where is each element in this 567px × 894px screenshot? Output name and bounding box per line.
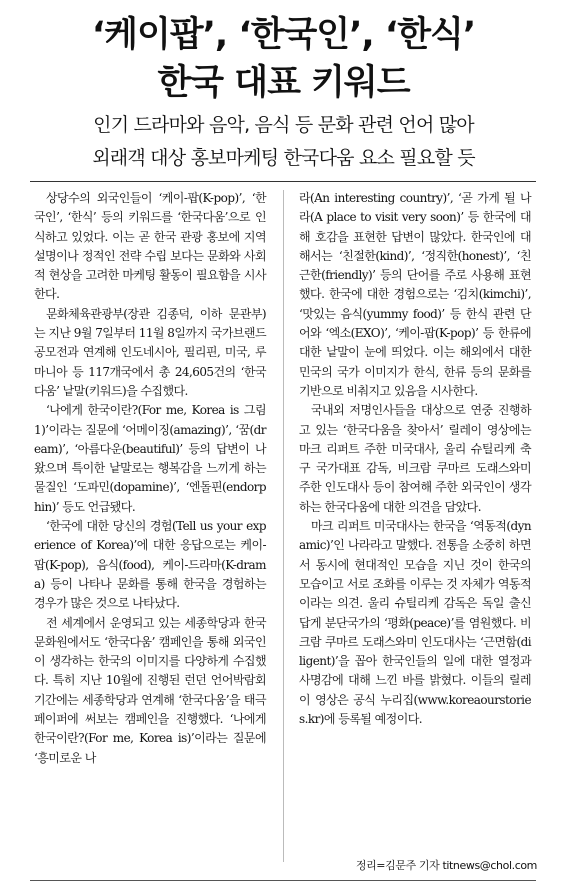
article-paragraph: 라(An interesting country)’, ‘곧 가게 될 나라(A place to visit very soon)’ 등 한국에 대해 호감을 표현한 답변이 많았다. 한국인에 대해서는 ‘친절한(kind)’, ‘정직한(honest)’, ‘친근한(friendly)’ 등의 단어를 주로 사용해 표현했다. 한국에 대한 경험으로는 ‘김치(kimchi)’, ‘맛있는 음식(yummy food)’ 등 한식 관련 단어와 ‘엑소(EXO)’, ‘케이-팝(K-pop)’ 등 한류에 대한 낱말이 눈에 띄었다. 이는 해외에서 대한민국의 국가 이미지가 한식, 한류 등의 문화를 기반으로 비춰지고 있음을 시사한다. [299, 191, 531, 398]
byline: 정리=김문주 기자 titnews@chol.com [355, 859, 537, 872]
subheadline-line-2: 외래객 대상 홍보마케팅 한국다움 요소 필요할 듯 [92, 147, 475, 169]
article-paragraph: ‘나에게 한국이란?(For me, Korea is 그림1)’이라는 질문에 ‘어메이징(amazing)’, ‘꿈(dream)’, ‘아름다운(beautiful)’ 등의 답변이 나왔으며 특이한 낱말로는 행복감을 느끼게 하는 물질인 ‘도파민(dopamine)’, ‘엔돌핀(endorphin)’ 등도 언급됐다. [34, 403, 266, 514]
headline-line-2: 한국 대표 키워드 [157, 63, 410, 103]
article-paragraph: ‘한국에 대한 당신의 경험(Tell us your experience of Korea)’에 대한 응답으로는 케이-팝(K-pop), 음식(food), 케이-드라마(K-drama) 등이 나타나 문화를 통해 한국을 경험하는 경우가 많은 것으로 나타났다. [34, 519, 266, 611]
header-divider [30, 181, 536, 182]
article-paragraph: 국내외 저명인사들을 대상으로 연중 진행하고 있는 ‘한국다움을 찾아서’ 릴레이 영상에는 마크 리퍼트 주한 미국대사, 울리 슈틸리케 축구 국가대표 감독, 비크람 쿠마르 도래스와미 주한 인도대사 등이 참여해 주한 외국인이 생각하는 한국다움에 대한 의견을 담았다. [299, 403, 531, 514]
article-column-left [34, 189, 266, 768]
article-column-right [299, 189, 531, 729]
article-paragraph: 상당수의 외국인들이 ‘케이-팝(K-pop)’, ‘한국인’, ‘한식’ 등의 키워드를 ‘한국다움’으로 인식하고 있었다. 이는 곧 한국 관광 홍보에 지역 설명이나 정적인 전략 수립 보다는 문화와 사회적 현상을 고려한 마케팅 활동이 필요함을 시사한다. [34, 191, 266, 302]
article-paragraph: 문화체육관광부(장관 김종덕, 이하 문관부)는 지난 9월 7일부터 11월 8일까지 국가브랜드 공모전과 연계해 인도네시아, 필리핀, 미국, 루마니아 등 117개국에서 총 24,605건의 ‘한국다움’ 낱말(키워드)을 수집했다. [34, 306, 266, 398]
subheadline-line-1: 인기 드라마와 음악, 음식 등 문화 관련 언어 많아 [93, 114, 474, 136]
article-paragraph: 마크 리퍼트 미국대사는 한국을 ‘역동적(dynamic)’인 나라라고 말했다. 전통을 소중히 하면서 동시에 현대적인 모습을 지닌 것이 한국의 모습이고 서로 조화를 이루는 것 자체가 역동적이라는 의견. 울리 슈틸리케 감독은 독일 출신답게 분단국가의 ‘평화(peace)’를 염원했다. 비크람 쿠마르 도래스와미 인도대사는 ‘근면함(diligent)’을 꼽아 한국인들의 일에 대한 열정과 사명감에 대해 느낀 바를 밝혔다. 이들의 릴레이 영상은 공식 누리집(www.koreaourstories.kr)에 등록될 예정이다. [299, 519, 531, 727]
column-divider [283, 190, 284, 862]
footer-divider [30, 880, 536, 881]
article-paragraph: 전 세계에서 운영되고 있는 세종학당과 한국문화원에서도 ‘한국다움’ 캠페인을 통해 외국인이 생각하는 한국의 이미지를 다양하게 수집했다. 특히 지난 10월에 진행된 런던 언어박람회 기간에는 세종학당과 연계해 ‘한국다움’을 태극페이퍼에 써보는 캠페인을 진행했다. ‘나에게 한국이란?(For me, Korea is)’이라는 질문에 ‘흥미로운 나 [34, 615, 266, 765]
headline-line-1: ‘케이팝’, ‘한국인’, ‘한식’ [91, 15, 476, 55]
